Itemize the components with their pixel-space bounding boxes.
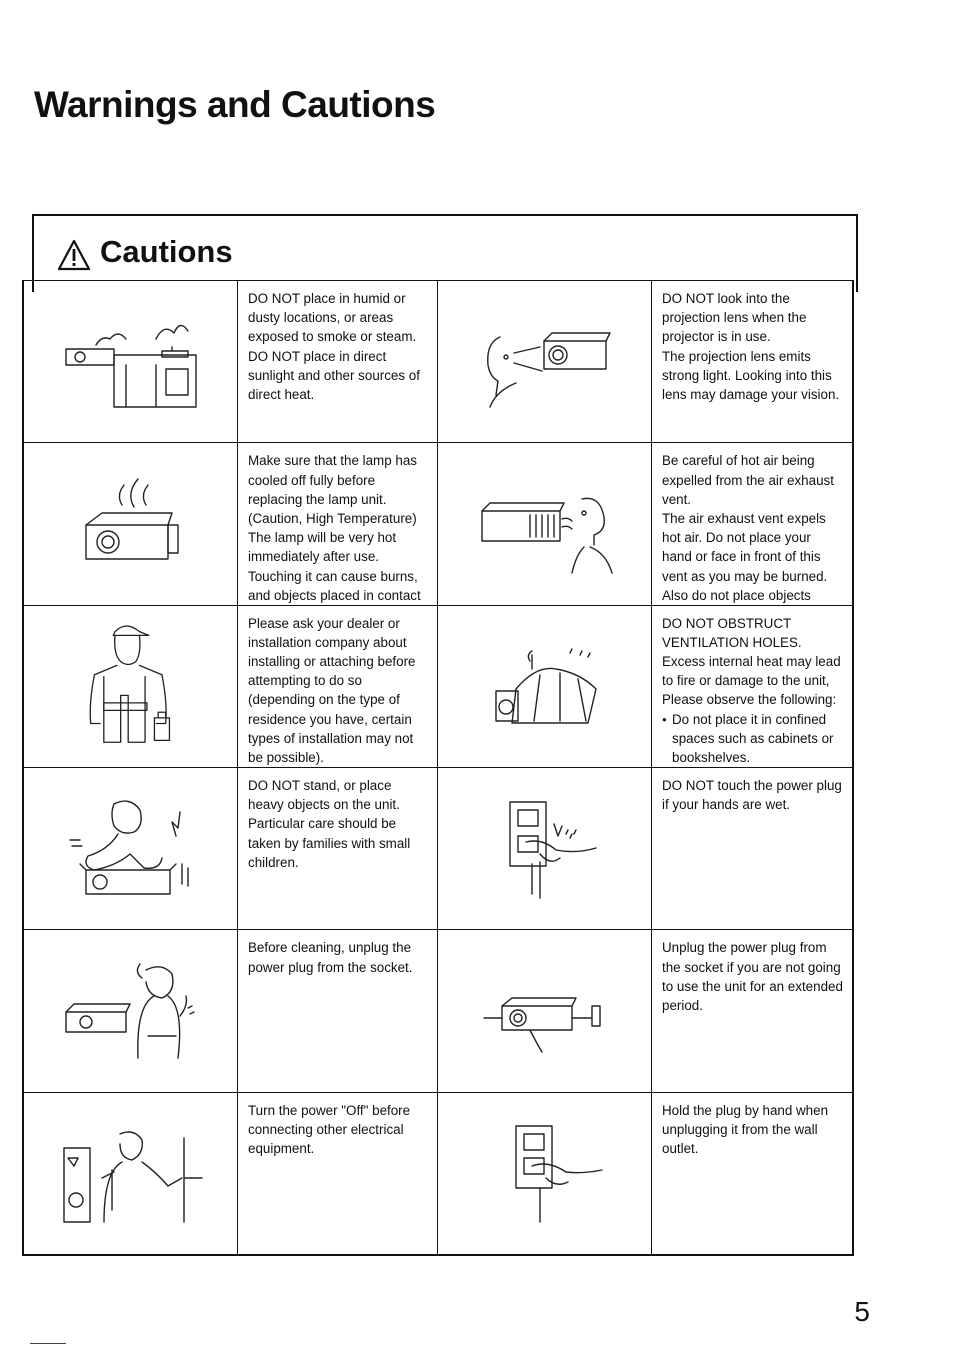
power-off-icon (56, 1118, 206, 1228)
illustration-cell (24, 768, 238, 929)
caution-wet-hands (438, 767, 852, 929)
illustration-cell (438, 606, 652, 767)
caution-hold-plug (438, 1092, 852, 1254)
caution-text: DO NOT stand, or place heavy objects on the unit. Particular care should be taken by families with small children. (248, 777, 411, 870)
unplugged-projector-icon (470, 956, 620, 1066)
caution-extended-unuse (438, 929, 852, 1091)
caution-heavy-objects (24, 767, 438, 929)
caution-text: Hold the plug by hand when unplugging it from the wall outlet. (662, 1102, 829, 1157)
humid-kitchen-icon (56, 307, 206, 417)
caution-ventilation (438, 605, 852, 767)
caution-projection-lens (438, 280, 852, 442)
hand-plug-icon (470, 1118, 620, 1228)
caution-hot-lamp (24, 442, 438, 604)
caution-power-off (24, 1092, 438, 1254)
illustration-cell (438, 930, 652, 1091)
child-sitting-icon (56, 794, 206, 904)
exhaust-vent-icon (470, 469, 620, 579)
hot-lamp-icon (56, 469, 206, 579)
lens-glare-icon (470, 307, 620, 417)
list-item: ● Do not place it in confined spaces such as cabinets or bookshelves. (662, 710, 844, 767)
caution-text: DO NOT place in humid or dusty locations, or areas exposed to smoke or steam. DO NOT place in direct sunlight and other sources of direct heat. (248, 291, 420, 403)
page-number: 5 (854, 1296, 870, 1327)
illustration-cell (24, 606, 238, 767)
cautions-grid (22, 280, 854, 1256)
illustration-cell (438, 443, 652, 604)
caution-text: Before cleaning, unplug the power plug from the socket. (248, 940, 413, 975)
illustration-cell (438, 1093, 652, 1254)
caution-text: Make sure that the lamp has cooled off fully before replacing the lamp unit. (Caution, High Temperature) The lamp will be very hot immediately after use. Touching it can cause burns, and objects placed in contact (248, 453, 421, 603)
caution-exhaust-vent (438, 442, 852, 604)
caution-cleaning (24, 929, 438, 1091)
footer-mark (30, 1343, 66, 1344)
caution-text: Be careful of hot air being expelled from the air exhaust vent. The air exhaust vent expels hot air. Do not place your hand or face in front of this vent as you may be burned. Also do not place objects (662, 453, 834, 603)
wet-hands-plug-icon (470, 794, 620, 904)
caution-humid-locations (24, 280, 438, 442)
page-title: Warnings and Cautions (34, 84, 436, 125)
illustration-cell (24, 930, 238, 1091)
illustration-cell (438, 281, 652, 442)
caution-text: Unplug the power plug from the socket if you are not going to use the unit for an extended period. (662, 940, 843, 1013)
warning-triangle-icon (56, 238, 92, 272)
covered-projector-icon (470, 631, 620, 741)
cautions-heading: Cautions (100, 234, 233, 269)
caution-text: DO NOT OBSTRUCT VENTILATION HOLES. Excess internal heat may lead to fire or damage to the unit, Please observe the following: ● Do not place it in confined spaces such as cabinets or bookshelves. (652, 606, 852, 767)
illustration-cell (24, 1093, 238, 1254)
installer-icon (56, 611, 206, 761)
caution-text: DO NOT touch the power plug if your hands are wet. (662, 777, 842, 813)
caution-installation (24, 605, 438, 767)
illustration-cell (438, 768, 652, 929)
caution-text: Please ask your dealer or installation company about installing or attaching before attempting to do so (depending on the type of residence you have, certain types of installation may not be possible). (248, 615, 416, 766)
illustration-cell (24, 281, 238, 442)
ventilation-bullets (662, 710, 844, 767)
illustration-cell (24, 443, 238, 604)
caution-text: DO NOT look into the projection lens when the projector is in use. The projection lens emits strong light. Looking into this lens may damage your vision. (662, 291, 840, 403)
cleaning-icon (56, 956, 206, 1066)
caution-text: Turn the power "Off" before connecting other electrical equipment. (248, 1102, 411, 1157)
